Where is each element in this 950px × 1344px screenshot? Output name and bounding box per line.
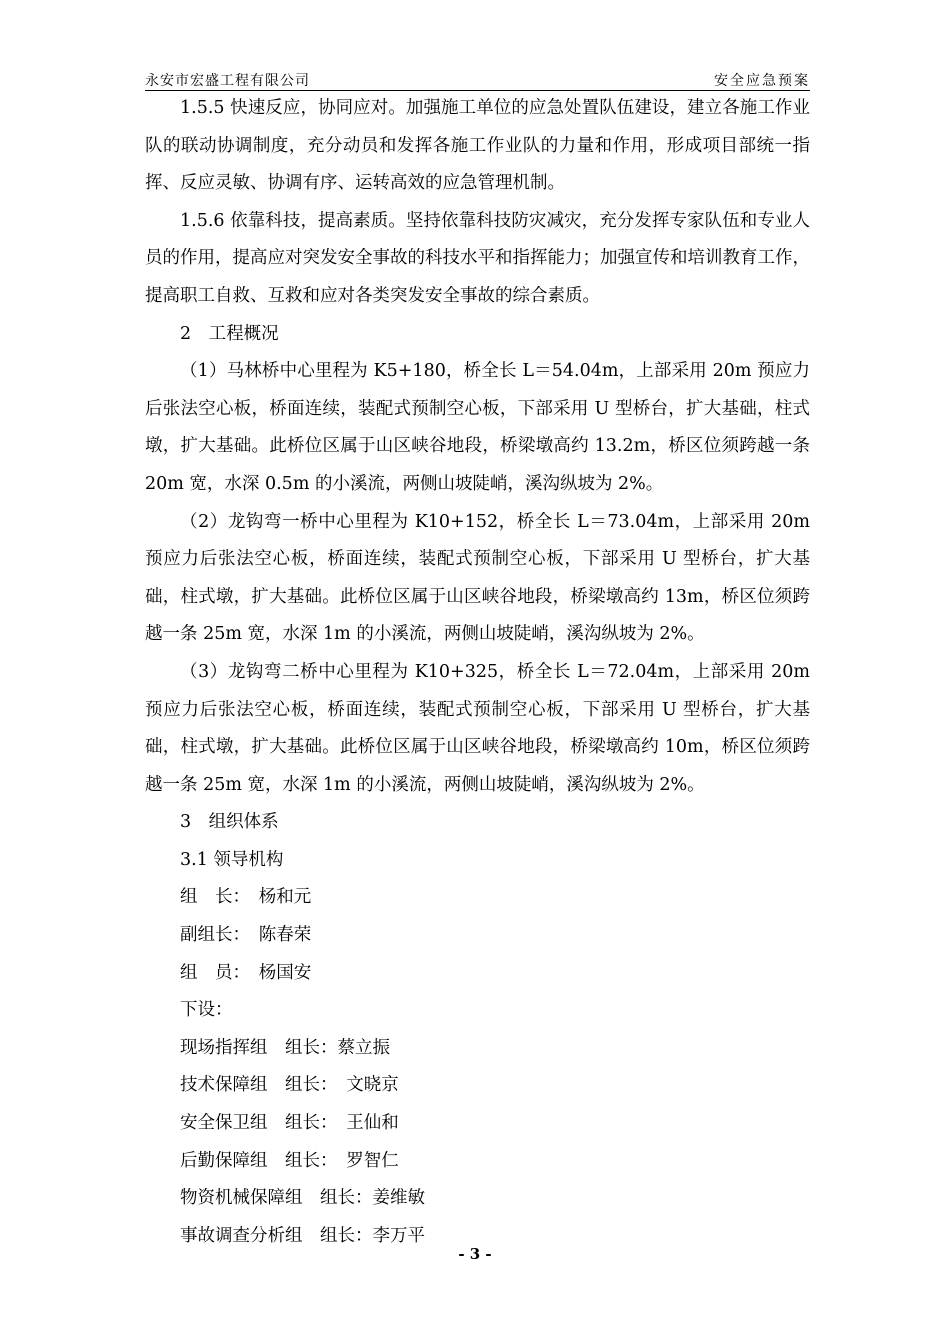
paragraph-bridge-2: （2）龙钩弯一桥中心里程为 K10+152，桥全长 L＝73.04m，上部采用 20m 预应力后张法空心板，桥面连续，装配式预制空心板，下部采用 U 型桥台，扩大基础，柱式墩，扩大基础。此桥位区属于山区峡谷地段，桥梁墩高约 13m，桥区位须跨越一条 25m 宽，水深 1m 的小溪流，两侧山坡陡峭，溪沟纵坡为 2%。 — [145, 511, 810, 645]
group-line: 事故调查分析组 组长：李万平 — [180, 1225, 425, 1246]
subgroups-intro: 下设： — [180, 1000, 233, 1021]
group-line: 后勤保障组 组长： 罗智仁 — [180, 1150, 399, 1171]
paragraph-1-5-5: 1.5.5 快速反应，协同应对。加强施工单位的应急处置队伍建设，建立各施工作业队的联动协调制度，充分动员和发挥各施工作业队的力量和作用，形成项目部统一指挥、反应灵敏、协调有序、运转高效的应急管理机制。 — [145, 98, 810, 194]
header-company: 永安市宏盛工程有限公司 — [145, 73, 310, 89]
section-heading-3: 3 组织体系 — [180, 812, 279, 833]
document-body — [145, 90, 810, 1255]
paragraph-bridge-1: （1）马林桥中心里程为 K5+180，桥全长 L＝54.04m，上部采用 20m 预应力后张法空心板，桥面连续，装配式预制空心板，下部采用 U 型桥台，扩大基础，柱式墩，扩大基础。此桥位区属于山区峡谷地段，桥梁墩高约 13.2m，桥区位须跨越一条 20m 宽，水深 0.5m 的小溪流，两侧山坡陡峭，溪沟纵坡为 2%。 — [145, 361, 810, 494]
group-line: 物资机械保障组 组长：姜维敏 — [180, 1188, 425, 1209]
page-header — [145, 68, 810, 91]
page-number: - 3 - — [458, 1245, 492, 1263]
deputy-leader-line: 副组长： 陈春荣 — [180, 925, 312, 946]
leader-line: 组 长： 杨和元 — [180, 887, 312, 908]
group-line: 安全保卫组 组长： 王仙和 — [180, 1113, 399, 1134]
member-line: 组 员： 杨国安 — [180, 962, 312, 983]
paragraph-bridge-3: （3）龙钩弯二桥中心里程为 K10+325，桥全长 L＝72.04m，上部采用 20m 预应力后张法空心板，桥面连续，装配式预制空心板，下部采用 U 型桥台，扩大基础，柱式墩，扩大基础。此桥位区属于山区峡谷地段，桥梁墩高约 10m，桥区位须跨越一条 25m 宽，水深 1m 的小溪流，两侧山坡陡峭，溪沟纵坡为 2%。 — [145, 661, 810, 795]
group-line: 技术保障组 组长： 文晓京 — [180, 1075, 399, 1096]
section-heading-2: 2 工程概况 — [180, 323, 279, 344]
header-doc-title: 安全应急预案 — [714, 73, 810, 89]
paragraph-1-5-6: 1.5.6 依靠科技，提高素质。坚持依靠科技防灾减灾，充分发挥专家队伍和专业人员的作用，提高应对突发安全事故的科技水平和指挥能力；加强宣传和培训教育工作，提高职工自救、互救和应对各类突发安全事故的综合素质。 — [145, 210, 810, 306]
group-line: 现场指挥组 组长：蔡立振 — [180, 1037, 390, 1058]
section-heading-3-1: 3.1 领导机构 — [180, 849, 284, 870]
